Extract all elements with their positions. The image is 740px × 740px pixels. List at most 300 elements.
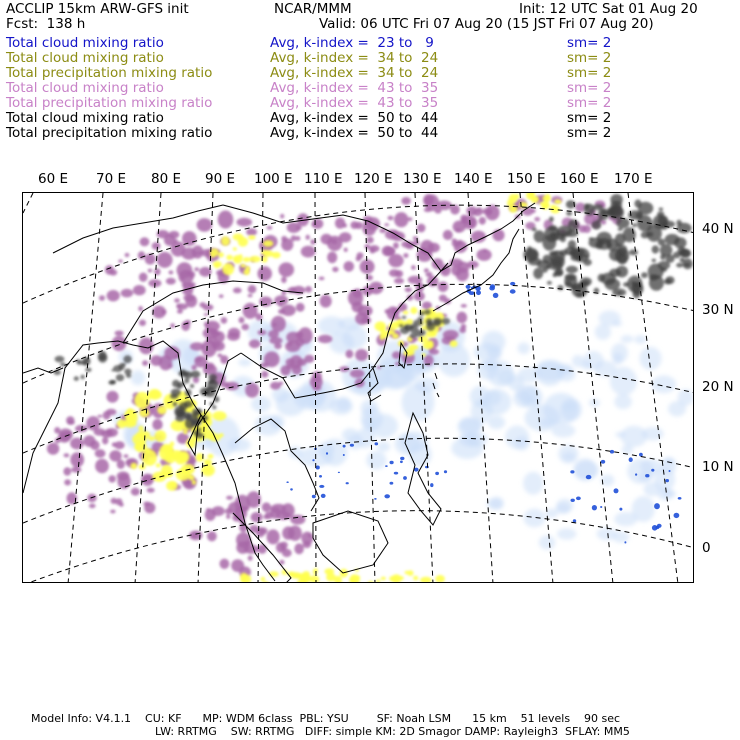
field-cell: [518, 367, 541, 382]
field-cell: [290, 287, 297, 291]
field-cell: [249, 339, 260, 348]
field-cell: [324, 568, 334, 574]
field-cell: [612, 321, 622, 327]
field-cell: [403, 311, 409, 315]
field-cell: [539, 535, 556, 549]
field-cell: [589, 237, 594, 240]
field-cell: [557, 285, 563, 290]
legend-row: [0, 111, 740, 126]
field-cell: [461, 304, 467, 308]
field-cell: [652, 525, 658, 531]
field-cell: [203, 328, 218, 339]
field-cell: [560, 237, 566, 243]
lon-label: 160 E: [560, 171, 599, 187]
field-cell: [221, 317, 228, 324]
field-cell: [547, 281, 552, 285]
field-cell: [621, 335, 634, 343]
field-cell: [292, 365, 302, 375]
field-cell: [651, 469, 654, 472]
legend-row: [0, 96, 740, 111]
field-cell: [657, 524, 662, 528]
field-cell: [344, 248, 348, 252]
lon-label: 60 E: [38, 171, 68, 187]
field-cell: [338, 472, 340, 473]
field-cell: [316, 466, 320, 470]
field-cell: [267, 226, 273, 230]
field-cell: [385, 247, 395, 255]
field-cell: [246, 266, 251, 271]
field-cell: [310, 575, 320, 583]
field-cell: [366, 237, 373, 244]
field-cell: [617, 292, 621, 295]
field-cell: [152, 306, 166, 319]
meridian-160e: [573, 193, 613, 583]
field-cell: [171, 420, 187, 431]
field-cell: [610, 367, 637, 396]
field-cell: [319, 475, 322, 478]
field-cell: [279, 382, 284, 386]
legend-k-index: Avg, k-index = 23 to 9: [270, 35, 434, 51]
field-cell: [540, 418, 555, 427]
field-cell: [226, 496, 233, 500]
field-cell: [616, 266, 628, 278]
lon-label: 130 E: [403, 171, 442, 187]
legend-smoothing: sm= 2: [567, 95, 612, 111]
model-info-line-2: LW: RRTMG SW: RRTMG DIFF: simple KM: 2D Smagor DAMP: Rayleigh3 SFLAY: MM5: [155, 725, 630, 738]
field-cell: [385, 465, 388, 467]
legend-field-name: Total cloud mixing ratio: [6, 50, 164, 66]
meridian-70e: [68, 193, 103, 583]
field-cell: [507, 199, 514, 207]
field-cell: [350, 369, 365, 378]
field-cell: [159, 355, 172, 370]
field-cell: [237, 218, 253, 227]
field-cell: [261, 577, 266, 582]
legend-k-index: Avg, k-index = 50 to 44: [270, 125, 439, 141]
field-cell: [318, 335, 333, 343]
field-cell: [403, 476, 407, 480]
field-cell: [70, 438, 84, 450]
field-cell: [54, 427, 60, 434]
field-cell: [238, 237, 248, 247]
field-cell: [239, 317, 245, 323]
field-cell: [145, 254, 156, 265]
field-cell: [663, 490, 677, 498]
field-cell: [668, 401, 686, 416]
legend-k-index: Avg, k-index = 34 to 24: [270, 65, 439, 81]
field-cell: [117, 460, 125, 469]
field-cell: [549, 225, 557, 231]
field-cell: [301, 573, 311, 582]
legend-k-index: Avg, k-index = 50 to 44: [270, 110, 439, 126]
field-cell: [674, 513, 680, 518]
field-cell: [308, 533, 312, 537]
field-cell: [401, 431, 429, 452]
field-cell: [557, 528, 577, 539]
field-cell: [665, 479, 669, 482]
field-cell: [269, 415, 284, 429]
field-cell: [350, 444, 354, 447]
field-cell: [312, 495, 316, 498]
lon-label: 80 E: [151, 171, 181, 187]
field-cell: [173, 402, 177, 406]
field-cell: [343, 223, 347, 227]
field-cell: [400, 327, 410, 334]
field-cell: [205, 468, 211, 472]
field-cell: [171, 389, 181, 396]
field-cell: [138, 251, 145, 259]
field-cell: [125, 253, 130, 257]
field-cell: [554, 199, 561, 204]
field-cell: [249, 525, 259, 533]
field-cell: [632, 223, 637, 227]
field-cell: [114, 441, 124, 449]
field-cell: [497, 369, 514, 385]
field-cell: [424, 309, 431, 315]
field-cell: [174, 298, 180, 302]
field-cell: [361, 407, 383, 431]
field-cell: [197, 218, 213, 232]
philippines: [405, 413, 441, 525]
field-cell: [477, 207, 482, 212]
field-cell: [485, 205, 500, 221]
field-cell: [443, 230, 453, 240]
field-cell: [189, 271, 195, 278]
legend-field-name: Total cloud mixing ratio: [6, 80, 164, 96]
field-cell: [660, 244, 673, 257]
field-cell: [148, 269, 153, 273]
field-cell: [595, 324, 611, 340]
field-cell: [553, 273, 557, 277]
field-cell: [680, 258, 685, 263]
legend-smoothing: sm= 2: [567, 50, 612, 66]
field-cell: [131, 463, 138, 470]
field-cell: [280, 214, 284, 219]
field-cell: [566, 266, 578, 273]
field-cell: [408, 276, 423, 284]
field-cell: [155, 430, 167, 442]
field-cell: [327, 236, 342, 251]
field-cell: [390, 482, 394, 485]
field-cell: [471, 231, 486, 243]
field-cell: [629, 249, 638, 255]
field-cell: [411, 265, 415, 270]
field-cell: [430, 483, 433, 487]
field-cell: [95, 459, 109, 474]
field-cell: [576, 292, 584, 297]
field-cell: [213, 411, 227, 421]
legend-k-index: Avg, k-index = 34 to 24: [270, 50, 439, 66]
field-cell: [115, 331, 124, 336]
field-cell: [678, 497, 682, 500]
field-cell: [138, 426, 143, 431]
field-cell: [549, 217, 554, 222]
field-cell: [139, 320, 146, 326]
field-cell: [47, 443, 59, 455]
field-cell: [677, 223, 692, 234]
lon-label: 120 E: [354, 171, 393, 187]
lat-label: 10 N: [702, 459, 734, 475]
field-cell: [624, 541, 626, 543]
field-cell: [586, 475, 592, 479]
field-cell: [184, 378, 189, 383]
field-cell: [164, 234, 175, 246]
field-cell: [190, 384, 194, 388]
field-cell: [435, 575, 445, 583]
field-cell: [239, 254, 243, 258]
field-cell: [191, 371, 201, 378]
field-cell: [226, 255, 233, 261]
field-cell: [601, 210, 607, 216]
field-cell: [111, 369, 115, 371]
field-cell: [610, 450, 614, 454]
field-cell: [124, 454, 129, 458]
field-cell: [139, 273, 148, 282]
field-cell: [176, 304, 181, 309]
field-cell: [265, 512, 273, 519]
field-cell: [192, 480, 196, 485]
field-cell: [661, 268, 667, 272]
field-cell: [652, 245, 659, 253]
field-cell: [362, 220, 376, 236]
field-cell: [281, 238, 293, 251]
field-cell: [514, 194, 519, 198]
field-cell: [479, 217, 486, 225]
field-cell: [138, 306, 143, 311]
field-cell: [592, 505, 597, 510]
field-cell: [207, 454, 213, 459]
legend-field-name: Total precipitation mixing ratio: [6, 65, 213, 81]
field-cell: [118, 260, 122, 263]
field-cell: [251, 512, 263, 522]
field-cell: [220, 559, 230, 569]
legend-smoothing: sm= 2: [567, 80, 612, 96]
field-cell: [246, 228, 257, 236]
parallel-0: [23, 511, 694, 583]
field-cell: [220, 382, 230, 388]
field-cell: [170, 323, 175, 328]
field-cell: [523, 472, 543, 495]
field-cell: [439, 295, 447, 302]
field-cell: [131, 488, 140, 496]
field-cell: [493, 293, 499, 298]
field-cell: [618, 228, 623, 231]
field-cell: [80, 361, 87, 366]
field-cell: [303, 541, 312, 548]
field-cell: [376, 579, 380, 583]
field-cell: [458, 240, 463, 245]
field-cell: [393, 242, 399, 249]
field-cell: [106, 428, 118, 437]
field-cell: [492, 229, 504, 241]
field-cell: [63, 467, 71, 475]
field-cell: [614, 488, 619, 493]
field-cell: [490, 497, 504, 510]
legend-row: [0, 66, 740, 81]
field-cell: [90, 440, 99, 450]
field-cell: [85, 368, 91, 372]
field-cell: [381, 577, 386, 581]
field-cell: [227, 332, 240, 341]
field-cell: [94, 428, 106, 435]
field-cell: [375, 442, 379, 445]
field-cell: [592, 221, 602, 230]
field-cell: [424, 268, 429, 273]
field-cell: [169, 270, 174, 274]
field-cell: [281, 277, 287, 283]
field-cell: [452, 239, 457, 243]
field-cell: [55, 356, 65, 363]
field-cell: [379, 325, 385, 332]
field-cell: [219, 294, 224, 298]
field-cell: [99, 356, 106, 360]
field-cell: [450, 340, 458, 347]
field-cell: [442, 318, 450, 325]
field-cell: [409, 326, 414, 329]
field-cell: [510, 282, 515, 286]
field-cell: [263, 581, 269, 583]
forecast-map-panel: [22, 192, 694, 583]
lon-label: 90 E: [205, 171, 235, 187]
field-cell: [474, 343, 503, 361]
field-cell: [651, 375, 676, 393]
field-cell: [218, 211, 234, 229]
field-cell: [194, 267, 199, 271]
field-cell: [659, 208, 663, 211]
field-cell: [197, 251, 201, 254]
field-cell: [171, 450, 183, 460]
field-cell: [399, 576, 404, 580]
field-cell: [248, 285, 257, 293]
field-cell: [106, 391, 118, 403]
field-cell: [677, 247, 686, 255]
field-cell: [288, 571, 296, 577]
field-cell: [346, 350, 354, 358]
field-cell: [212, 406, 216, 410]
field-cell: [368, 581, 374, 583]
field-cell: [182, 231, 197, 246]
field-cell: [99, 295, 105, 301]
field-cell: [107, 290, 120, 301]
field-cell: [233, 288, 242, 294]
field-cell: [336, 397, 351, 411]
field-cell: [143, 502, 150, 507]
field-cell: [285, 341, 301, 352]
field-cell: [390, 461, 394, 464]
field-cell: [427, 321, 433, 327]
field-cell: [632, 496, 655, 522]
field-cell: [575, 203, 585, 213]
legend-k-index: Avg, k-index = 43 to 35: [270, 95, 439, 111]
field-cell: [215, 263, 219, 268]
field-cell: [183, 430, 187, 434]
field-cell: [226, 514, 230, 519]
field-cell: [616, 244, 622, 248]
field-cell: [290, 488, 293, 490]
field-cell: [170, 442, 174, 447]
field-cell: [366, 451, 386, 469]
field-cell: [177, 385, 182, 389]
field-cell: [269, 337, 282, 344]
legend-smoothing: sm= 2: [567, 35, 612, 51]
field-cell: [286, 481, 288, 483]
field-cell: [619, 508, 622, 511]
organization-label: NCAR/MMM: [274, 1, 352, 17]
field-cell: [435, 472, 439, 475]
field-cell: [600, 506, 602, 508]
lat-label: 40 N: [702, 221, 734, 237]
field-cell: [74, 376, 79, 381]
legend-k-index: Avg, k-index = 43 to 35: [270, 80, 439, 96]
field-cell: [669, 470, 671, 472]
field-cell: [608, 210, 617, 217]
field-cell: [288, 526, 302, 541]
field-cell: [461, 217, 468, 223]
field-cell: [115, 498, 122, 505]
field-cell: [222, 263, 234, 275]
field-cell: [304, 355, 314, 363]
meridian-80e: [135, 193, 161, 583]
field-cell: [356, 256, 361, 261]
field-cell: [122, 363, 126, 366]
field-cell: [267, 529, 280, 544]
field-cell: [384, 223, 389, 226]
field-cell: [81, 375, 85, 380]
legend-row: [0, 51, 740, 66]
field-cell: [583, 225, 591, 233]
field-cell: [127, 408, 134, 414]
field-cell: [466, 285, 471, 289]
field-cell: [98, 415, 103, 418]
field-cell: [135, 441, 147, 452]
field-cell: [71, 467, 81, 473]
field-cell: [410, 307, 417, 314]
field-cell: [152, 242, 161, 250]
field-cell: [658, 239, 665, 246]
field-cell: [248, 235, 256, 240]
field-cell: [665, 276, 674, 284]
field-cell: [110, 510, 115, 514]
field-cell: [534, 230, 545, 242]
field-cell: [550, 256, 565, 268]
field-cell: [420, 577, 432, 583]
field-cell: [413, 240, 419, 246]
field-cell: [450, 205, 460, 215]
field-cell: [200, 302, 206, 307]
field-cell: [110, 380, 116, 384]
field-cell: [301, 246, 316, 258]
mixing-ratio-fields: [47, 193, 694, 583]
lat-label: 20 N: [702, 379, 734, 395]
field-cell: [645, 474, 649, 477]
lon-label: 150 E: [507, 171, 546, 187]
field-cell: [459, 327, 466, 333]
field-cell: [400, 461, 403, 464]
field-cell: [320, 295, 332, 308]
field-cell: [117, 474, 130, 489]
field-cell: [234, 257, 238, 262]
field-cell: [294, 543, 304, 554]
field-cell: [279, 262, 295, 277]
field-cell: [641, 272, 648, 278]
field-cell: [576, 497, 581, 501]
field-cell: [201, 340, 216, 357]
field-cell: [611, 201, 623, 210]
field-cell: [218, 252, 224, 257]
field-cell: [392, 334, 399, 339]
field-cell: [326, 452, 328, 454]
field-cell: [64, 453, 70, 457]
